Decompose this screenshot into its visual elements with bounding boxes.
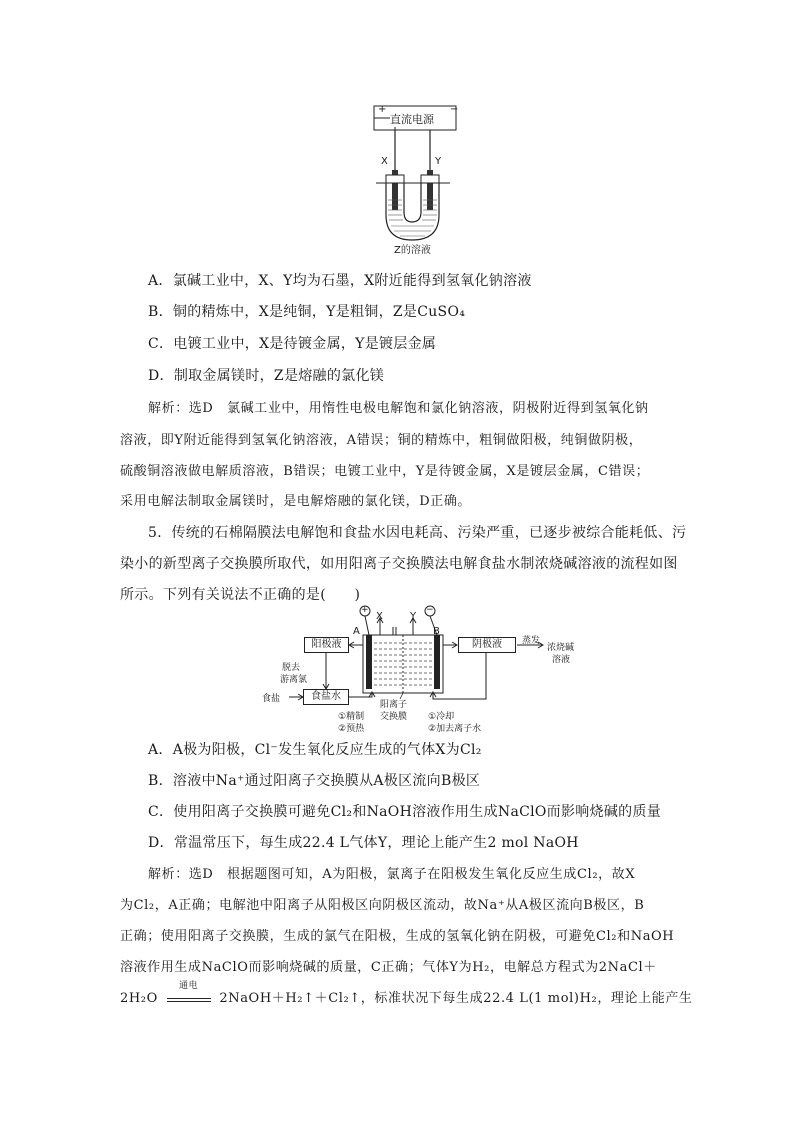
gas-y-label: Y <box>410 611 417 622</box>
q5-stem-line-1: 5．传统的石棉隔膜法电解饱和食盐水因电耗高、污染严重，已逐步被综合能耗低、污 <box>148 525 687 541</box>
equation-arrow <box>167 981 211 1002</box>
catholyte-box: 阴极液 <box>458 637 516 653</box>
q5-explanation-line-3: 正确；使用阳离子交换膜，生成的氯气在阳极，生成的氢氧化钠在阴极，可避免Cl₂和NaOH <box>120 929 675 944</box>
left-step-1: ①精制 <box>338 712 365 722</box>
evaporate-label: 蒸发 <box>522 636 541 646</box>
electrode-b-label: B <box>433 626 440 637</box>
electrode-a-label: A <box>353 626 360 637</box>
negative-terminal: − <box>450 104 459 115</box>
q4-explanation-line-2: 溶液，即Y附近能得到氢氧化钠溶液，A错误；铜的精炼中，粗铜做阳极，纯铜做阴极， <box>120 433 643 448</box>
q4-explanation-line-1: 解析：选D 氯碱工业中，用惰性电极电解饱和氯化钠溶液，阴极附近得到氢氧化钠 <box>148 401 649 416</box>
q4-explanation-line-4: 采用电解法制取金属镁时，是电解熔融的氯化镁，D正确。 <box>120 494 472 509</box>
salt-label: 食盐 <box>262 694 281 704</box>
equation-condition: 通电 <box>179 981 199 991</box>
q5-stem-line-2: 染小的新型离子交换膜所取代，如用阳离子交换膜法电解食盐水制浓烧碱溶液的流程如图 <box>120 556 678 572</box>
u-tube-diagram <box>0 0 794 260</box>
q5-option-c: C．使用阳离子交换膜可避免Cl₂和NaOH溶液作用生成NaClO而影响烧碱的质量 <box>148 804 662 820</box>
q4-option-b: B．铜的精炼中，X是纯铜，Y是粗铜，Z是CuSO₄ <box>148 304 466 320</box>
membrane-label-2: 交换膜 <box>380 712 408 722</box>
cathode-minus-sign: − <box>426 605 434 615</box>
q4-explanation-line-3: 硫酸铜溶液做电解质溶液，B错误；电镀工业中，Y是待镀金属，X是镀层金属，C错误； <box>120 464 650 479</box>
dechlorinate-label-2: 游离氯 <box>280 675 308 685</box>
positive-terminal: + <box>378 104 387 115</box>
equation-products: 2NaOH＋H₂↑＋Cl₂↑，标准状况下每生成22.4 L(1 mol)H₂，理论上能产生 <box>219 991 693 1006</box>
anolyte-box: 阳极液 <box>304 637 349 653</box>
left-step-2: ②预热 <box>338 724 365 734</box>
equation-double-line <box>167 998 211 1002</box>
q5-explanation-line-5 <box>120 981 693 1006</box>
anode-plus-sign: + <box>361 605 369 615</box>
q5-option-d: D．常温常压下，每生成22.4 L气体Y，理论上能产生2 mol NaOH <box>148 835 579 851</box>
electrode-y-label: Y <box>435 156 442 167</box>
q4-option-d: D．制取金属镁时，Z是熔融的氯化镁 <box>148 368 385 384</box>
equation-reactant-water: 2H₂O <box>120 991 158 1006</box>
q5-option-b: B．溶液中Na⁺通过阳离子交换膜从A极区流向B极区 <box>148 773 481 789</box>
q5-explanation-line-1: 解析：选D 根据题图可知，A为阳极，氯离子在阳极发生氧化反应生成Cl₂，故X <box>148 867 636 882</box>
q5-explanation-line-4: 溶液作用生成NaClO而影响烧碱的质量，C正确；气体Y为H₂，电解总方程式为2NaCl＋ <box>120 960 657 975</box>
gas-x-label: X <box>376 611 383 622</box>
q5-option-a: A．A极为阳极，Cl⁻发生氧化反应生成的气体X为Cl₂ <box>148 742 482 758</box>
membrane-label-1: 阳离子 <box>380 700 408 710</box>
right-step-2: ②加去离子水 <box>428 724 482 734</box>
q4-option-a: A．氯碱工业中，X、Y均为石墨，X附近能得到氢氧化钠溶液 <box>148 273 532 289</box>
power-supply-label: 直流电源 <box>390 113 434 126</box>
brine-box: 食盐水 <box>303 689 349 705</box>
q5-stem-line-3: 所示。下列有关说法不正确的是( ) <box>120 587 361 603</box>
dechlorinate-label-1: 脱去 <box>282 663 301 673</box>
right-step-1: ①冷却 <box>428 712 455 722</box>
q4-option-c: C．电镀工业中，X是待镀金属，Y是镀层金属 <box>148 336 437 352</box>
figure1-caption: Z的溶液 <box>394 245 431 256</box>
electrode-x-label: X <box>381 156 388 167</box>
q5-explanation-line-2: 为Cl₂，A正确；电解池中阳离子从阳极区向阴极区流动，故Na⁺从A极区流向B极区，B <box>120 898 645 913</box>
concentrated-naoh-label-2: 溶液 <box>552 655 571 665</box>
concentrated-naoh-label-1: 浓烧碱 <box>547 643 575 653</box>
